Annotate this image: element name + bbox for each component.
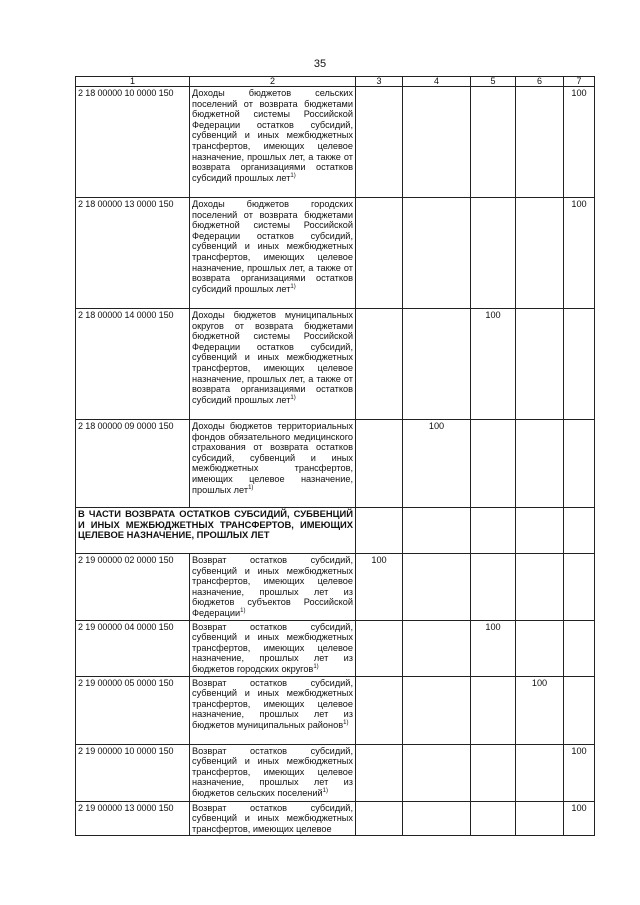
description-text: Возврат остатков субсидий, субвенций и иных межбюджетных трансфертов, имеющих целевое назначение, прошлых лет из бюджетов сельских поселений [192,745,353,798]
footnote-marker: 1) [290,172,296,179]
revenue-code-cell: 2 19 00000 10 0000 150 [76,744,190,801]
revenue-code-cell: 2 18 00000 14 0000 150 [76,309,190,420]
value-cell-col5: 100 [471,309,516,420]
value-cell-col4 [403,508,471,554]
value-cell-col5 [471,87,516,198]
footnote-marker: 1) [343,719,349,726]
value-cell-col5: 100 [471,620,516,676]
value-cell-col4 [403,554,471,621]
value-cell-col6 [516,801,564,836]
revenue-code-cell: 2 19 00000 05 0000 150 [76,676,190,744]
section-heading-row [76,508,595,554]
value-cell-col3 [356,309,403,420]
table-row [76,676,595,744]
footnote-marker: 1) [290,394,296,401]
value-cell-col7: 100 [564,744,595,801]
revenue-code-cell: 2 18 00000 10 0000 150 [76,87,190,198]
revenue-code-cell: 2 18 00000 13 0000 150 [76,198,190,309]
description-text: Возврат остатков субсидий, субвенций и иных межбюджетных трансфертов, имеющих целевое [192,802,353,834]
footnote-marker: 1) [248,484,254,491]
column-header-row [76,77,595,87]
value-cell-col6 [516,508,564,554]
value-cell-col6 [516,620,564,676]
value-cell-col3 [356,420,403,508]
value-cell-col6 [516,309,564,420]
footnote-marker: 1) [313,663,319,670]
column-header-1: 1 [76,77,190,87]
section-heading: В ЧАСТИ ВОЗВРАТА ОСТАТКОВ СУБСИДИЙ, СУБВЕНЦИЙ И ИНЫХ МЕЖБЮДЖЕТНЫХ ТРАНСФЕРТОВ, ИМЕЮЩИХ ЦЕЛЕВОЕ НАЗНАЧЕНИЕ, ПРОШЛЫХ ЛЕТ [76,508,356,554]
revenue-code-cell: 2 19 00000 02 0000 150 [76,554,190,621]
value-cell-col7 [564,508,595,554]
value-cell-col3 [356,676,403,744]
value-cell-col6 [516,87,564,198]
value-cell-col4 [403,87,471,198]
description-text: Возврат остатков субсидий, субвенций и иных межбюджетных трансфертов, имеющих целевое назначение, прошлых лет из бюджетов городских округов [192,621,353,674]
description-text: Возврат остатков субсидий, субвенций и иных межбюджетных трансфертов, имеющих целевое назначение, прошлых лет из бюджетов субъектов Российской Федерации [192,555,353,618]
description-cell [190,620,356,676]
description-cell [190,676,356,744]
footnote-marker: 1) [290,283,296,290]
value-cell-col4 [403,309,471,420]
value-cell-col4 [403,620,471,676]
table-row [76,620,595,676]
value-cell-col7: 100 [564,801,595,836]
value-cell-col3 [356,620,403,676]
value-cell-col4 [403,198,471,309]
table-body [76,87,595,836]
table-row [76,801,595,836]
value-cell-col6 [516,420,564,508]
table-row [76,87,595,198]
value-cell-col3 [356,198,403,309]
value-cell-col5 [471,801,516,836]
value-cell-col7 [564,676,595,744]
value-cell-col5 [471,198,516,309]
description-cell [190,198,356,309]
value-cell-col7 [564,554,595,621]
value-cell-col3 [356,508,403,554]
description-text: Возврат остатков субсидий, субвенций и иных межбюджетных трансфертов, имеющих целевое назначение, прошлых лет из бюджетов муниципальных районов [192,677,353,730]
value-cell-col7 [564,620,595,676]
description-cell [190,309,356,420]
footnote-marker: 1) [322,787,328,794]
budget-classification-table [75,76,595,836]
value-cell-col7 [564,309,595,420]
value-cell-col5 [471,554,516,621]
description-text: Доходы бюджетов городских поселений от возврата бюджетами бюджетной системы Российской Федерации остатков субсидий, субвенций и иных межбюджетных трансфертов, имеющих целевое назначение, прошлых лет, а также от возврата организациями остатков субсидий прошлых лет [192,199,353,294]
value-cell-col7: 100 [564,198,595,309]
value-cell-col4: 100 [403,420,471,508]
value-cell-col6 [516,554,564,621]
page-number: 35 [313,58,327,70]
value-cell-col6 [516,198,564,309]
table-row [76,198,595,309]
value-cell-col7: 100 [564,87,595,198]
value-cell-col4 [403,744,471,801]
table-row [76,744,595,801]
revenue-code-cell: 2 18 00000 09 0000 150 [76,420,190,508]
description-cell [190,801,356,836]
table-row [76,420,595,508]
description-cell [190,87,356,198]
column-header-5: 5 [471,77,516,87]
description-text: Доходы бюджетов территориальных фондов обязательного медицинского страхования от возврата остатков субсидий, субвенций и иных межбюджетных трансфертов, имеющих целевое назначение, прошлых лет [192,421,353,495]
value-cell-col3 [356,801,403,836]
value-cell-col3 [356,87,403,198]
description-cell [190,420,356,508]
value-cell-col7 [564,420,595,508]
column-header-2: 2 [190,77,356,87]
footnote-marker: 1) [240,607,246,614]
value-cell-col5 [471,744,516,801]
column-header-4: 4 [403,77,471,87]
description-cell [190,554,356,621]
description-text: Доходы бюджетов муниципальных округов от возврата бюджетами бюджетной системы Российской Федерации остатков субсидий, субвенций и иных межбюджетных трансфертов, имеющих целевое назначение, прошлых лет, а также от возврата организациями остатков субсидий прошлых лет [192,310,353,405]
description-cell [190,744,356,801]
value-cell-col3: 100 [356,554,403,621]
column-header-3: 3 [356,77,403,87]
value-cell-col5 [471,508,516,554]
value-cell-col4 [403,676,471,744]
column-header-6: 6 [516,77,564,87]
column-header-7: 7 [564,77,595,87]
table-row [76,554,595,621]
revenue-code-cell: 2 19 00000 04 0000 150 [76,620,190,676]
value-cell-col6 [516,744,564,801]
value-cell-col5 [471,676,516,744]
table-row [76,309,595,420]
revenue-code-cell: 2 19 00000 13 0000 150 [76,801,190,836]
value-cell-col3 [356,744,403,801]
value-cell-col4 [403,801,471,836]
description-text: Доходы бюджетов сельских поселений от возврата бюджетами бюджетной системы Российской Федерации остатков субсидий, субвенций и иных межбюджетных трансфертов, имеющих целевое назначение, прошлых лет, а также от возврата организациями остатков субсидий прошлых лет [192,88,353,183]
value-cell-col5 [471,420,516,508]
value-cell-col6: 100 [516,676,564,744]
